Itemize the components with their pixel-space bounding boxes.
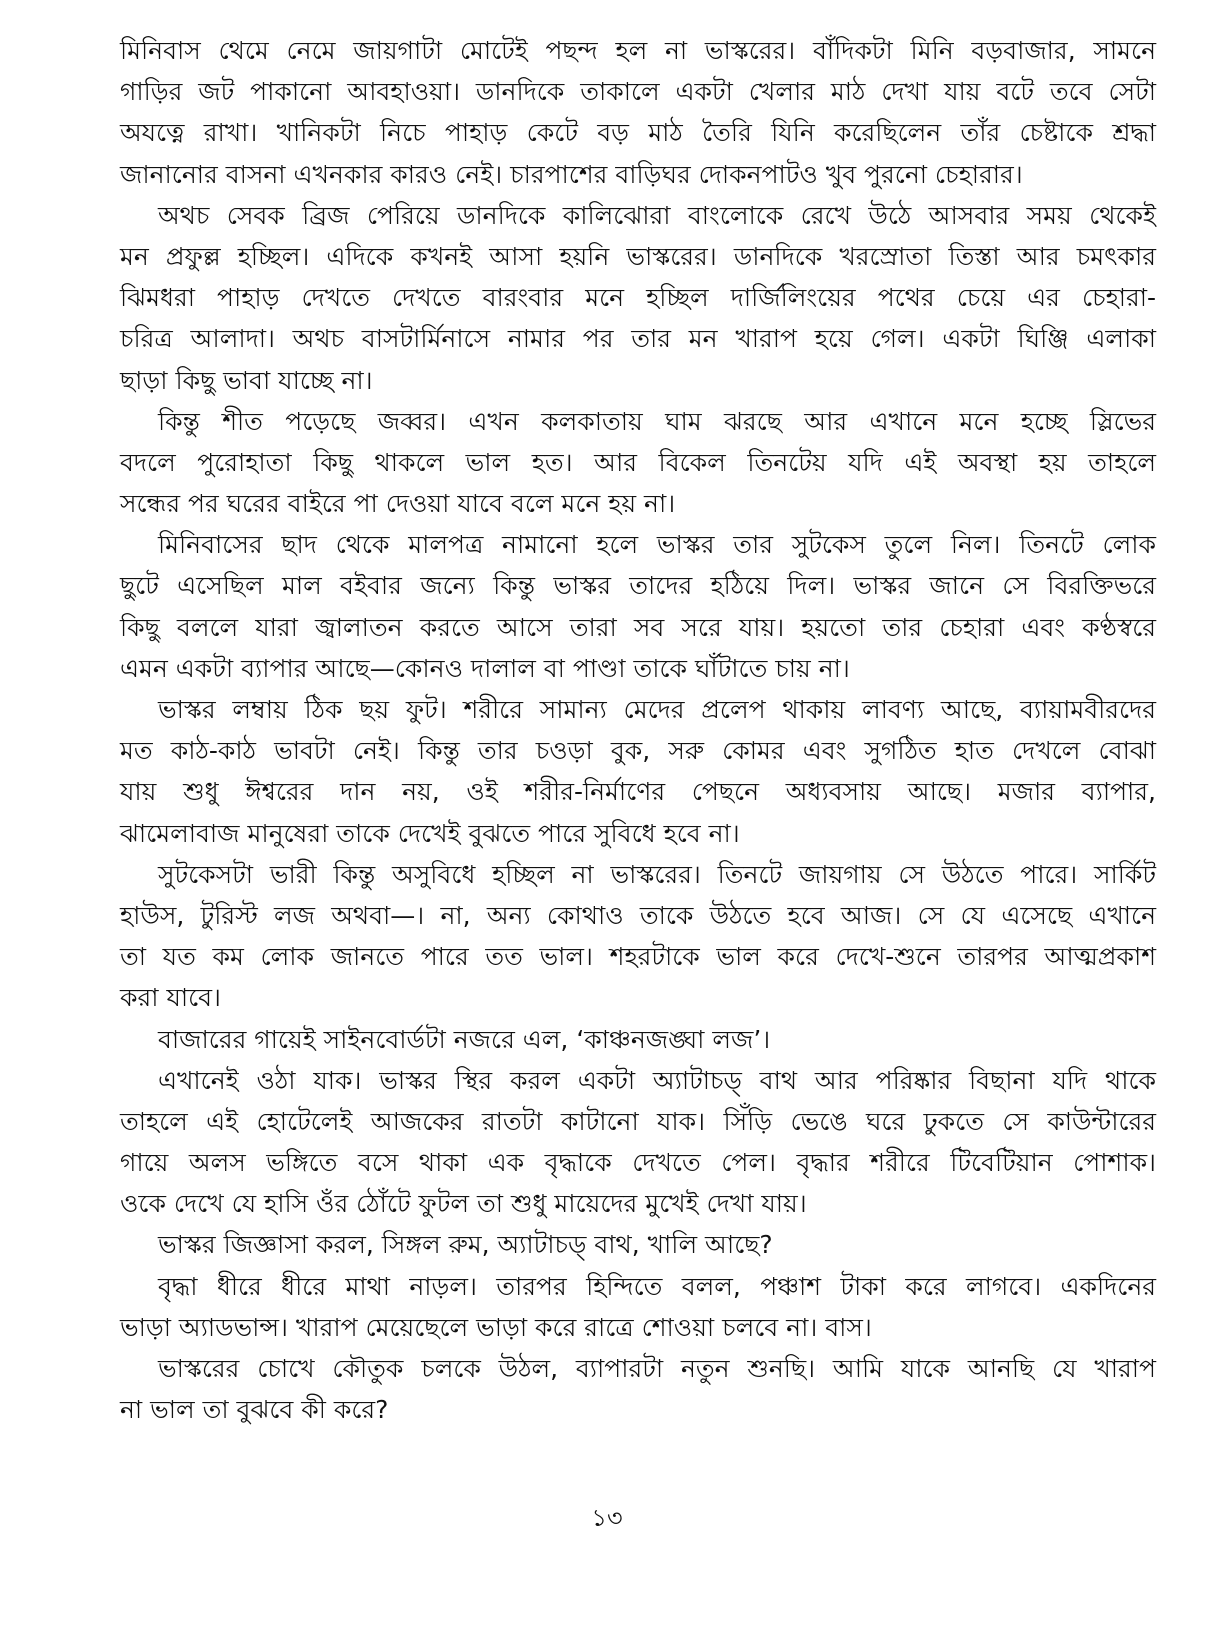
paragraph xyxy=(120,1224,1156,1265)
text-line: যায় শুধু ঈশ্বরের দান নয়, ওই শরীর-নির্মাণের পেছনে অধ্যবসায় আছে। মজার ব্যাপার, xyxy=(120,777,1156,807)
text-line: মত কাঠ-কাঠ ভাবটা নেই। কিন্তু তার চওড়া বুক, সরু কোমর এবং সুগঠিত হাত দেখলে বোঝা xyxy=(120,736,1156,766)
paragraph xyxy=(120,689,1156,854)
text-line: ছাড়া কিছু ভাবা যাচ্ছে না। xyxy=(120,365,373,395)
text-line: করা যাবে। xyxy=(120,983,221,1013)
text-line: না ভাল তা বুঝবে কী করে? xyxy=(120,1395,389,1425)
paragraph xyxy=(120,854,1156,1019)
text-line: ভাস্কর জিজ্ঞাসা করল, সিঙ্গল রুম, অ্যাটাচড্ বাথ, খালি আছে? xyxy=(158,1230,773,1260)
text-line: অযত্নে রাখা। খানিকটা নিচে পাহাড় কেটে বড় মাঠ তৈরি যিনি করেছিলেন তাঁর চেষ্টাকে শ্রদ্ধা xyxy=(120,118,1156,148)
text-line: হাউস, টুরিস্ট লজ অথবা—। না, অন্য কোথাও তাকে উঠতে হবে আজ। সে যে এসেছে এখানে xyxy=(120,900,1156,930)
paragraph xyxy=(120,524,1156,689)
text-line: জানানোর বাসনা এখনকার কারও নেই। চারপাশের বাড়িঘর দোকনপাটও খুব পুরনো চেহারার। xyxy=(120,159,1023,189)
paragraph xyxy=(120,30,1156,195)
text-line: তাহলে এই হোটেলেই আজকের রাতটা কাটানো যাক। সিঁড়ি ভেঙে ঘরে ঢুকতে সে কাউন্টারের xyxy=(120,1106,1156,1136)
text-line: চরিত্র আলাদা। অথচ বাসটার্মিনাসে নামার পর তার মন খারাপ হয়ে গেল। একটা ঘিঞ্জি এলাকা xyxy=(120,324,1156,354)
text-line: মিনিবাসের ছাদ থেকে মালপত্র নামানো হলে ভাস্কর তার সুটকেস তুলে নিল। তিনটে লোক xyxy=(158,530,1156,560)
text-line: মন প্রফুল্ল হচ্ছিল। এদিকে কখনই আসা হয়নি ভাস্করের। ডানদিকে খরস্রোতা তিস্তা আর চমৎকার xyxy=(120,241,1156,271)
text-line: কিছু বললে যারা জ্বালাতন করতে আসে তারা সব সরে যায়। হয়তো তার চেহারা এবং কণ্ঠস্বরে xyxy=(120,612,1156,642)
paragraph xyxy=(120,195,1156,401)
text-line: এমন একটা ব্যাপার আছে—কোনও দালাল বা পাণ্ডা তাকে ঘাঁটাতে চায় না। xyxy=(120,653,850,683)
text-line: কিন্তু শীত পড়েছে জব্বর। এখন কলকাতায় ঘাম ঝরছে আর এখানে মনে হচ্ছে স্লিভের xyxy=(158,406,1156,436)
text-line: ঝিমধরা পাহাড় দেখতে দেখতে বারংবার মনে হচ্ছিল দার্জিলিংয়ের পথের চেয়ে এর চেহারা- xyxy=(120,283,1156,313)
text-line: বদলে পুরোহাতা কিছু থাকলে ভাল হত। আর বিকেল তিনটেয় যদি এই অবস্থা হয় তাহলে xyxy=(120,447,1156,477)
paragraph xyxy=(120,1019,1156,1060)
text-line: ভাড়া অ্যাডভান্স। খারাপ মেয়েছেলে ভাড়া করে রাত্রে শোওয়া চলবে না। বাস। xyxy=(120,1312,872,1342)
text-line: ভাস্করের চোখে কৌতুক চলকে উঠল, ব্যাপারটা নতুন শুনছি। আমি যাকে আনছি যে খারাপ xyxy=(158,1354,1156,1383)
text-line: ভাস্কর লম্বায় ঠিক ছয় ফুট। শরীরে সামান্য মেদের প্রলেপ থাকায় লাবণ্য আছে, ব্যায়ামবীরদের xyxy=(158,695,1156,724)
text-line: সুটকেসটা ভারী কিন্তু অসুবিধে হচ্ছিল না ভাস্করের। তিনটে জায়গায় সে উঠতে পারে। সার্কিট xyxy=(158,859,1156,889)
text-line: অথচ সেবক ব্রিজ পেরিয়ে ডানদিকে কালিঝোরা বাংলোকে রেখে উঠে আসবার সময় থেকেই xyxy=(158,200,1156,230)
paragraph xyxy=(120,401,1156,525)
paragraph xyxy=(120,1060,1156,1225)
page-number: ১৩ xyxy=(591,1504,623,1532)
text-line: এখানেই ওঠা যাক। ভাস্কর স্থির করল একটা অ্যাটাচড্ বাথ আর পরিষ্কার বিছানা যদি থাকে xyxy=(158,1065,1156,1095)
text-line: সন্ধের পর ঘরের বাইরে পা দেওয়া যাবে বলে মনে হয় না। xyxy=(120,489,676,519)
text-line: তা যত কম লোক জানতে পারে তত ভাল। শহরটাকে ভাল করে দেখে-শুনে তারপর আত্মপ্রকাশ xyxy=(120,942,1156,972)
text-line: গাড়ির জট পাকানো আবহাওয়া। ডানদিকে তাকালে একটা খেলার মাঠ দেখা যায় বটে তবে সেটা xyxy=(120,77,1156,107)
text-line: মিনিবাস থেমে নেমে জায়গাটা মোটেই পছন্দ হল না ভাস্করের। বাঁদিকটা মিনি বড়বাজার, সামনে xyxy=(120,36,1156,65)
paragraph xyxy=(120,1348,1156,1430)
text-line: ঝামেলাবাজ মানুষেরা তাকে দেখেই বুঝতে পারে সুবিধে হবে না। xyxy=(120,818,740,848)
text-line: বাজারের গায়েই সাইনবোর্ডটা নজরে এল, ‘কাঞ্চনজঙ্ঘা লজ’। xyxy=(158,1024,771,1054)
page-body xyxy=(120,30,1156,1430)
text-line: গায়ে অলস ভঙ্গিতে বসে থাকা এক বৃদ্ধাকে দেখতে পেল। বৃদ্ধার শরীরে টিবেটিয়ান পোশাক। xyxy=(120,1148,1156,1178)
text-line: ওকে দেখে যে হাসি ওঁর ঠোঁটে ফুটল তা শুধু মায়েদের মুখেই দেখা যায়। xyxy=(120,1189,807,1219)
text-line: বৃদ্ধা ধীরে ধীরে মাথা নাড়ল। তারপর হিন্দিতে বলল, পঞ্চাশ টাকা করে লাগবে। একদিনের xyxy=(158,1271,1156,1301)
text-line: ছুটে এসেছিল মাল বইবার জন্যে কিন্তু ভাস্কর তাদের হঠিয়ে দিল। ভাস্কর জানে সে বিরক্তিভরে xyxy=(120,571,1156,601)
paragraph xyxy=(120,1266,1156,1348)
